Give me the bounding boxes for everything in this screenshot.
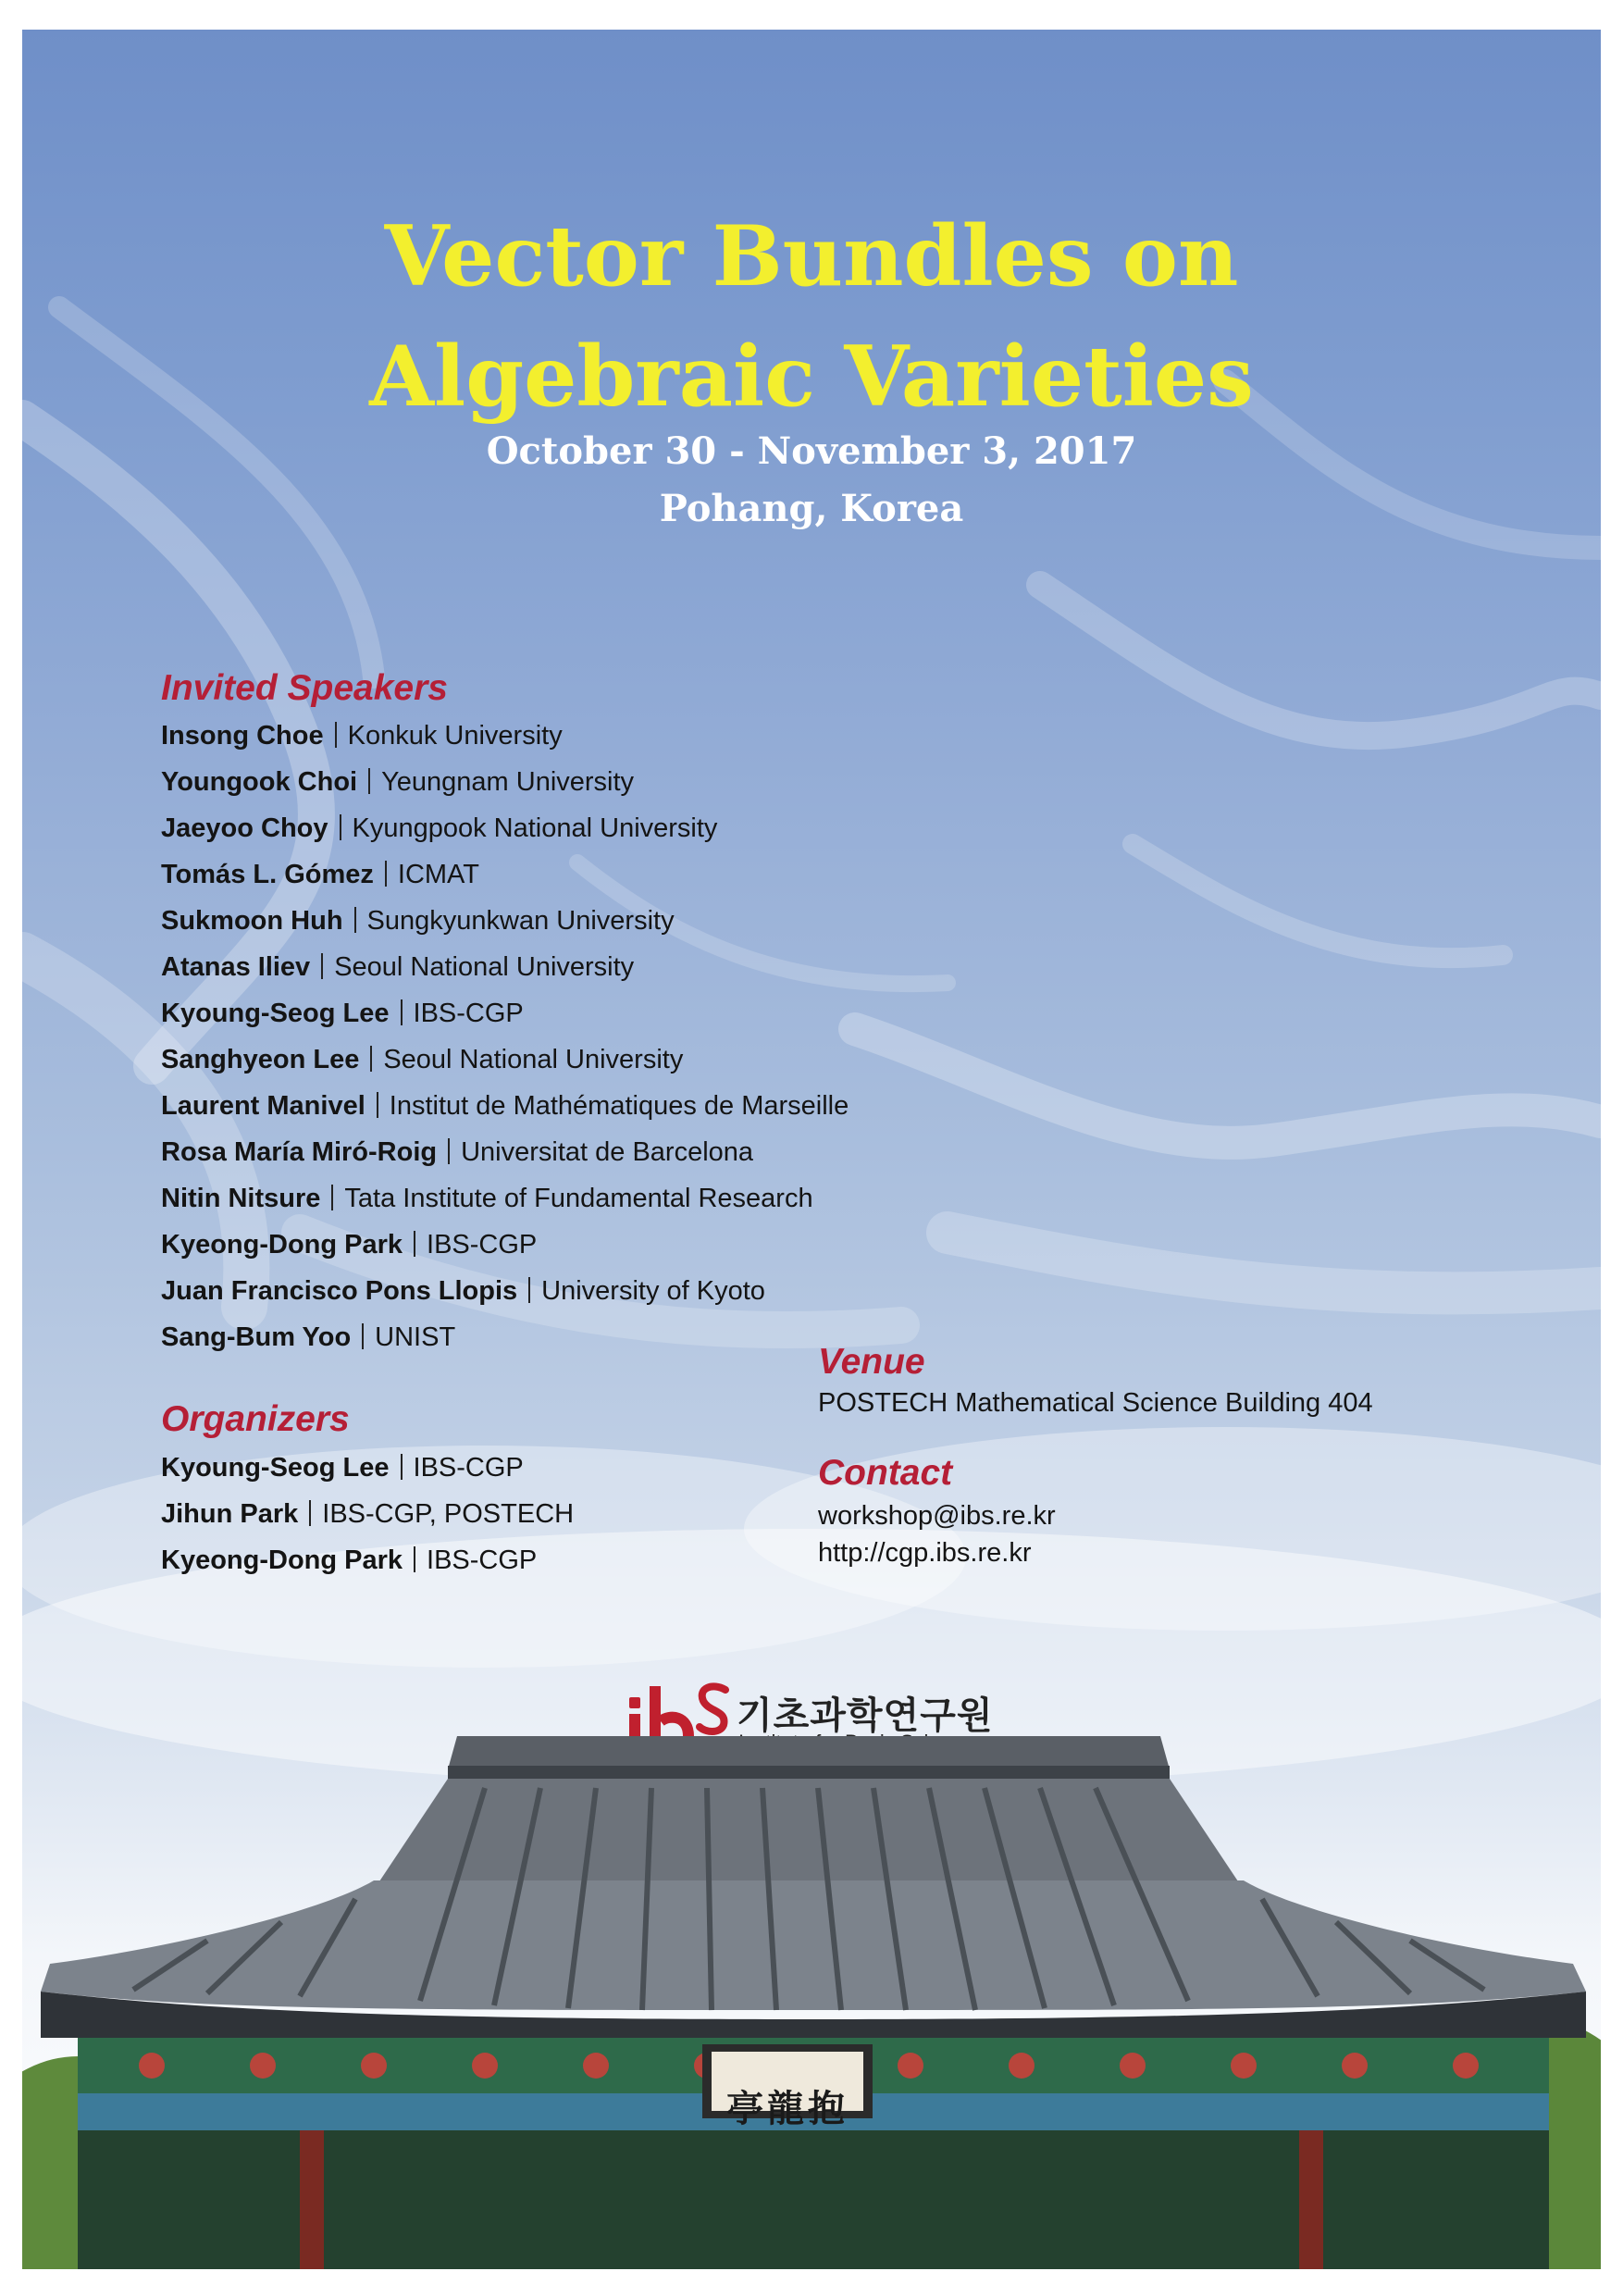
event-dates: October 30 - November 3, 2017 xyxy=(486,429,1137,473)
speaker-name: Sukmoon Huh xyxy=(161,906,343,936)
venue-text: POSTECH Mathematical Science Building 404 xyxy=(818,1388,1373,1418)
speaker-affiliation: Universitat de Barcelona xyxy=(461,1137,754,1167)
speaker-name: Sang-Bum Yoo xyxy=(161,1322,352,1352)
speaker-row xyxy=(161,851,849,898)
logo-korean-text: 기초과학연구원 xyxy=(737,1695,994,1736)
separator xyxy=(528,1277,530,1303)
speaker-row xyxy=(161,1036,849,1083)
speaker-row xyxy=(161,713,849,759)
contact-email: workshop@ibs.re.kr xyxy=(818,1501,1056,1531)
separator xyxy=(401,1454,403,1480)
speaker-name: Nitin Nitsure xyxy=(161,1184,321,1213)
separator xyxy=(370,1046,372,1072)
speaker-name: Jaeyoo Choy xyxy=(161,813,328,843)
organizer-name: Kyoung-Seog Lee xyxy=(161,1453,390,1483)
separator xyxy=(362,1323,364,1349)
speaker-name: Tomás L. Gómez xyxy=(161,860,374,889)
speaker-row xyxy=(161,1083,849,1129)
speaker-name: Laurent Manivel xyxy=(161,1091,365,1121)
speaker-affiliation: University of Kyoto xyxy=(541,1276,765,1306)
pavilion-plaque-text: 亭龍抱 xyxy=(726,2087,849,2130)
speaker-row xyxy=(161,898,849,944)
speaker-row xyxy=(161,944,849,990)
organizer-affiliation: IBS-CGP, POSTECH xyxy=(322,1499,575,1529)
speaker-affiliation: UNIST xyxy=(375,1322,456,1352)
venue-heading: Venue xyxy=(818,1342,925,1382)
title-line-1: Vector Bundles on xyxy=(384,207,1239,305)
speaker-row xyxy=(161,1175,849,1222)
organizers-heading: Organizers xyxy=(161,1399,350,1439)
speaker-affiliation: IBS-CGP xyxy=(427,1230,538,1260)
pavilion-roof-illustration xyxy=(22,1732,1601,2269)
invited-speakers-list xyxy=(161,713,849,1360)
speaker-affiliation: Yeungnam University xyxy=(381,767,635,797)
speaker-affiliation: Kyungpook National University xyxy=(352,813,718,843)
invited-speakers-heading: Invited Speakers xyxy=(161,668,448,708)
speaker-name: Juan Francisco Pons Llopis xyxy=(161,1276,518,1306)
separator xyxy=(414,1231,415,1257)
separator xyxy=(321,953,323,979)
separator xyxy=(448,1138,450,1164)
speaker-name: Kyeong-Dong Park xyxy=(161,1230,403,1260)
speaker-affiliation: IBS-CGP xyxy=(413,999,524,1028)
separator xyxy=(368,768,370,794)
separator xyxy=(377,1092,378,1118)
speaker-name: Insong Choe xyxy=(161,721,324,751)
speaker-name: Youngook Choi xyxy=(161,767,358,797)
organizer-affiliation: IBS-CGP xyxy=(413,1453,524,1483)
contact-heading: Contact xyxy=(818,1453,953,1493)
separator xyxy=(331,1185,333,1210)
speaker-row xyxy=(161,805,849,851)
speaker-row xyxy=(161,1129,849,1175)
speaker-row xyxy=(161,759,849,805)
organizer-row xyxy=(161,1491,574,1537)
speaker-row xyxy=(161,1222,849,1268)
speaker-name: Atanas Iliev xyxy=(161,952,311,982)
separator xyxy=(335,722,337,748)
contact-url: http://cgp.ibs.re.kr xyxy=(818,1538,1032,1568)
organizers-list xyxy=(161,1445,574,1583)
speaker-name: Kyoung-Seog Lee xyxy=(161,999,390,1028)
speaker-affiliation: Sungkyunkwan University xyxy=(366,906,675,936)
speaker-name: Sanghyeon Lee xyxy=(161,1045,360,1074)
speaker-affiliation: Institut de Mathématiques de Marseille xyxy=(389,1091,849,1121)
organizer-name: Kyeong-Dong Park xyxy=(161,1545,403,1575)
speaker-row xyxy=(161,1268,849,1314)
speaker-affiliation: ICMAT xyxy=(397,860,479,889)
separator xyxy=(340,814,341,840)
speaker-row xyxy=(161,1314,849,1360)
separator xyxy=(401,999,403,1025)
speaker-affiliation: Tata Institute of Fundamental Research xyxy=(344,1184,813,1213)
organizer-name: Jihun Park xyxy=(161,1499,299,1529)
speaker-affiliation: Seoul National University xyxy=(383,1045,684,1074)
separator xyxy=(385,861,387,887)
organizer-affiliation: IBS-CGP xyxy=(427,1545,538,1575)
speaker-row xyxy=(161,990,849,1036)
separator xyxy=(414,1546,415,1572)
separator xyxy=(354,907,356,933)
poster xyxy=(22,30,1601,2269)
speaker-affiliation: Konkuk University xyxy=(347,721,563,751)
organizer-row xyxy=(161,1445,574,1491)
speaker-affiliation: Seoul National University xyxy=(334,952,635,982)
speaker-name: Rosa María Miró-Roig xyxy=(161,1137,438,1167)
organizer-row xyxy=(161,1537,574,1583)
poster-title xyxy=(22,196,1601,437)
separator xyxy=(309,1500,311,1526)
event-location: Pohang, Korea xyxy=(659,487,964,530)
title-line-2: Algebraic Varieties xyxy=(369,328,1254,426)
